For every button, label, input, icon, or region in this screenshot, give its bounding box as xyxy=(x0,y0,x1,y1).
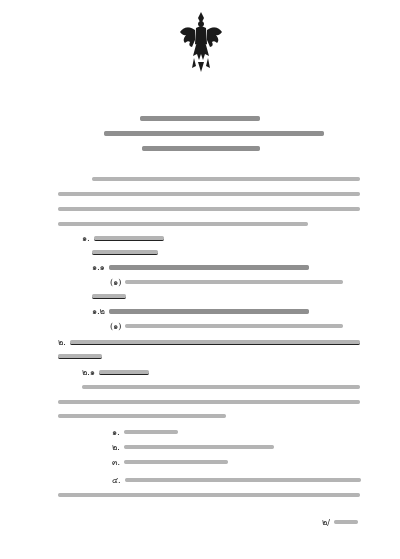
item-1-2: ๑.๒ xyxy=(92,305,309,316)
list-item-4-line-1: ๔. xyxy=(112,474,361,485)
section-2-para-line-1 xyxy=(82,381,360,392)
section-2-title-line-1: ๒. xyxy=(58,336,360,347)
item-1-1-detail: (๑) xyxy=(110,276,343,287)
intro-line-2 xyxy=(58,188,360,199)
list-item-4-line-2 xyxy=(58,489,360,500)
section-1-sub-heading xyxy=(92,290,126,301)
section-2-para-line-2 xyxy=(58,396,360,407)
item-1-2-detail: (๑) xyxy=(110,320,343,331)
list-item-1: ๑. xyxy=(112,426,178,437)
list-item-2: ๒. xyxy=(112,441,274,452)
section-1-unit-heading xyxy=(92,246,158,257)
section-2-para-line-3 xyxy=(58,410,226,421)
item-2-1: ๒.๑ xyxy=(82,366,149,377)
subject-line-2 xyxy=(142,142,260,153)
intro-line-1 xyxy=(92,173,360,184)
item-1-1: ๑.๑ xyxy=(92,261,309,272)
intro-line-4 xyxy=(58,218,308,229)
section-2-title-line-2 xyxy=(58,350,102,361)
garuda-emblem-icon xyxy=(178,10,224,74)
subject-line-1 xyxy=(104,127,324,138)
section-1-title: ๑. xyxy=(82,232,164,243)
list-item-3: ๓. xyxy=(112,456,228,467)
org-line xyxy=(140,112,260,123)
intro-line-3 xyxy=(58,203,360,214)
page-continue-note: ๒/ xyxy=(322,516,358,527)
